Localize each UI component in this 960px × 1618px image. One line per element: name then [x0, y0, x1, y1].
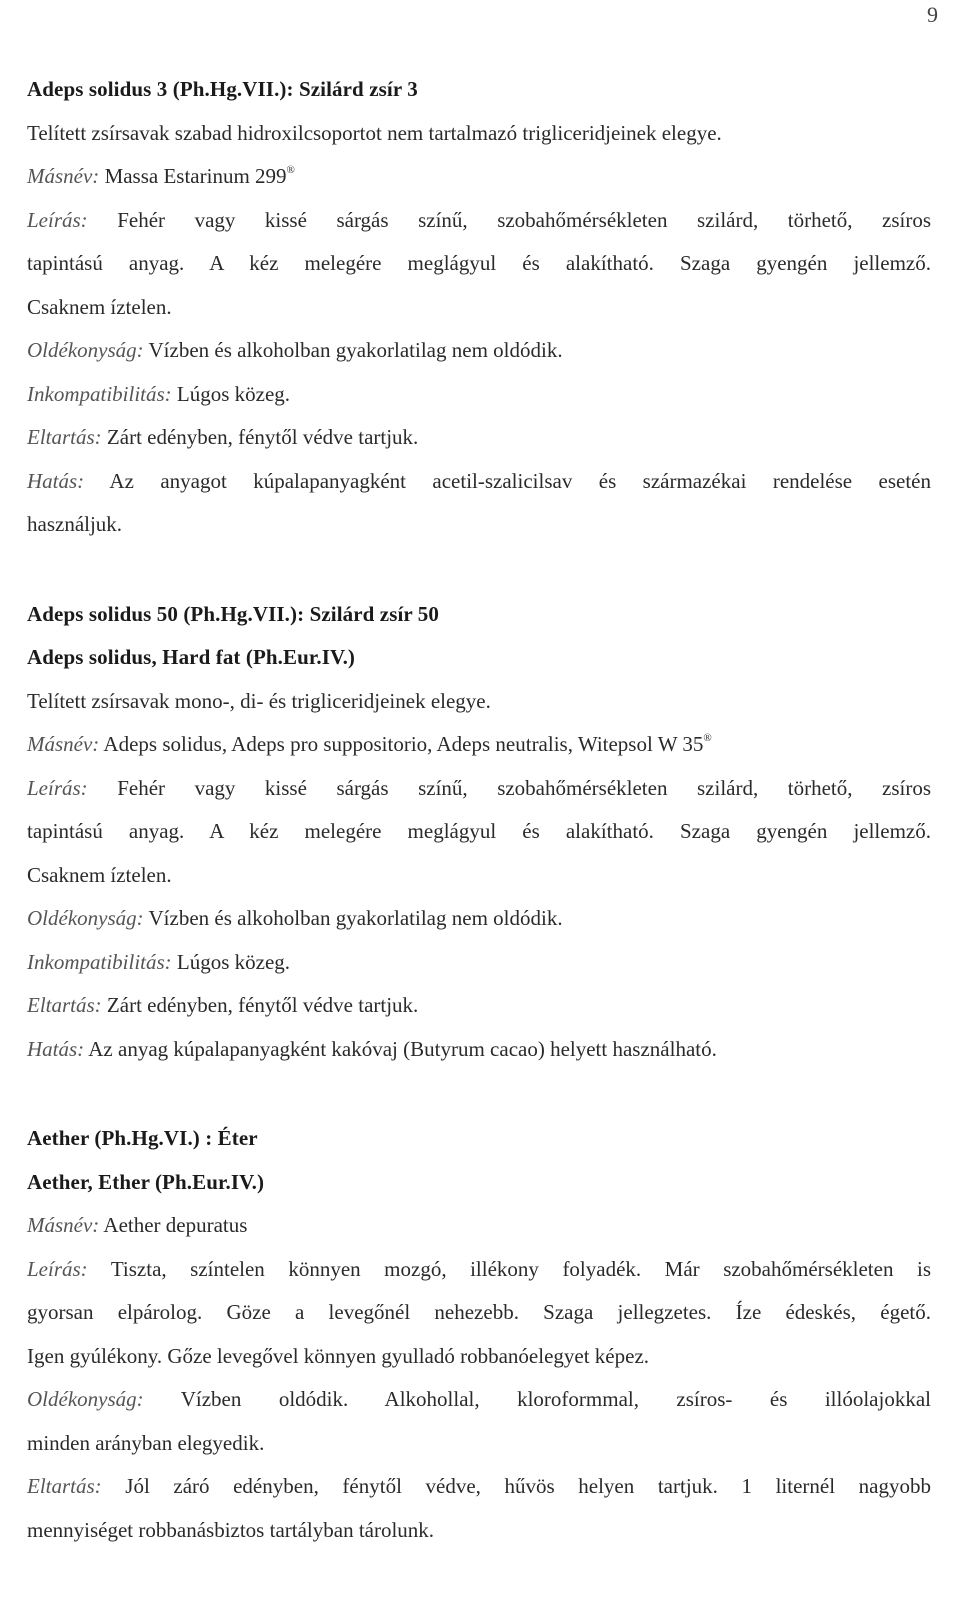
- field-text: Zárt edényben, fénytől védve tartjuk.: [101, 425, 419, 449]
- entry-heading: Adeps solidus 50 (Ph.Hg.VII.): Szilárd zsír 50: [27, 601, 440, 626]
- field-label: Inkompatibilitás:: [27, 381, 172, 406]
- entry-heading: Aether (Ph.Hg.VI.) : Éter: [27, 1126, 258, 1150]
- effect-line: [27, 460, 931, 504]
- field-text: Az anyagot kúpalapanyagként acetil-szalicilsav és származékai rendelése esetén: [84, 468, 931, 493]
- field-text: Jól záró edényben, fénytől védve, hűvös helyen tartjuk. 1 liternél nagyobb: [101, 1474, 931, 1498]
- entry-subheading: Adeps solidus, Hard fat (Ph.Eur.IV.): [27, 645, 356, 669]
- description-line: Igen gyúlékony. Gőze levegővel könnyen gyulladó robbanóelegyet képez.: [27, 1343, 650, 1368]
- description-line: Csaknem íztelen.: [27, 294, 172, 319]
- field-label: Leírás:: [27, 207, 88, 232]
- field-label: Hatás:: [27, 1036, 85, 1061]
- solubility-line: [27, 1378, 931, 1422]
- solubility-line: minden arányban elegyedik.: [27, 1430, 265, 1455]
- entry-adeps-solidus-50: [27, 593, 931, 1072]
- synonym-line: [27, 155, 931, 199]
- effect-line: használjuk.: [27, 512, 123, 536]
- entry-description: Telített zsírsavak mono-, di- és trigliceridjeinek elegye.: [27, 688, 491, 713]
- storage-line: mennyiséget robbanásbiztos tartályban tárolunk.: [27, 1517, 435, 1542]
- document-body: [27, 68, 931, 1552]
- field-text: Fehér vagy kissé sárgás színű, szobahőmérsékleten szilárd, törhető, zsíros: [87, 207, 931, 232]
- storage-line: [27, 984, 931, 1028]
- field-text: Aether depuratus: [99, 1213, 248, 1237]
- entry-heading: Adeps solidus 3 (Ph.Hg.VII.): Szilárd zsír 3: [27, 77, 418, 101]
- field-label: Hatás:: [27, 468, 85, 493]
- effect-line: [27, 1028, 931, 1072]
- field-text: Fehér vagy kissé sárgás színű, szobahőmérsékleten szilárd, törhető, zsíros: [87, 775, 931, 800]
- incompatibility-line: [27, 941, 931, 985]
- field-label: Eltartás:: [27, 993, 102, 1017]
- field-text: Lúgos közeg.: [171, 949, 291, 974]
- field-label: Eltartás:: [27, 425, 102, 449]
- storage-line: [27, 416, 931, 460]
- field-label: Inkompatibilitás:: [27, 949, 172, 974]
- field-label: Eltartás:: [27, 1474, 102, 1498]
- storage-line: [27, 1465, 931, 1509]
- description-line: [27, 1248, 931, 1292]
- description-line: gyorsan elpárolog. Göze a levegőnél nehezebb. Szaga jellegzetes. Íze édeskés, égető.: [27, 1300, 931, 1324]
- incompatibility-line: [27, 373, 931, 417]
- field-text: Lúgos közeg.: [171, 381, 291, 406]
- synonym-line: [27, 723, 931, 767]
- field-label: Másnév:: [27, 1213, 100, 1237]
- field-label: Másnév:: [27, 732, 100, 756]
- description-line: [27, 767, 931, 811]
- description-line: [27, 199, 931, 243]
- field-text: Vízben és alkoholban gyakorlatilag nem oldódik.: [143, 338, 563, 362]
- description-line: Csaknem íztelen.: [27, 862, 172, 887]
- entry-description: Telített zsírsavak szabad hidroxilcsoportot nem tartalmazó trigliceridjeinek elegye.: [27, 120, 722, 145]
- entry-adeps-solidus-3: [27, 68, 931, 547]
- field-text: Zárt edényben, fénytől védve tartjuk.: [101, 993, 419, 1017]
- entry-subheading: Aether, Ether (Ph.Eur.IV.): [27, 1169, 265, 1194]
- solubility-line: [27, 329, 931, 373]
- field-text: Az anyag kúpalapanyagként kakóvaj (Butyrum cacao) helyett használható.: [84, 1036, 717, 1061]
- field-label: Oldékonyság:: [27, 906, 144, 930]
- field-text: Adeps solidus, Adeps pro suppositorio, Adeps neutralis, Witepsol W 35: [99, 732, 704, 756]
- field-label: Leírás:: [27, 775, 88, 800]
- synonym-line: [27, 1204, 931, 1248]
- solubility-line: [27, 897, 931, 941]
- entry-aether: [27, 1117, 931, 1552]
- field-label: Másnév:: [27, 164, 100, 188]
- registered-mark: ®: [703, 732, 712, 744]
- field-text: Vízben oldódik. Alkohollal, kloroformmal, zsíros- és illóolajokkal: [143, 1387, 931, 1411]
- field-text: Tiszta, színtelen könnyen mozgó, illékony folyadék. Már szobahőmérsékleten is: [87, 1256, 931, 1281]
- description-line: tapintású anyag. A kéz melegére meglágyul és alakítható. Szaga gyengén jellemző.: [27, 819, 931, 843]
- field-label: Leírás:: [27, 1256, 88, 1281]
- registered-mark: ®: [286, 164, 295, 176]
- page-number: 9: [927, 2, 938, 27]
- field-text: Massa Estarinum 299: [99, 164, 287, 188]
- field-label: Oldékonyság:: [27, 338, 144, 362]
- description-line: tapintású anyag. A kéz melegére meglágyul és alakítható. Szaga gyengén jellemző.: [27, 251, 931, 275]
- field-label: Oldékonyság:: [27, 1387, 144, 1411]
- field-text: Vízben és alkoholban gyakorlatilag nem oldódik.: [143, 906, 563, 930]
